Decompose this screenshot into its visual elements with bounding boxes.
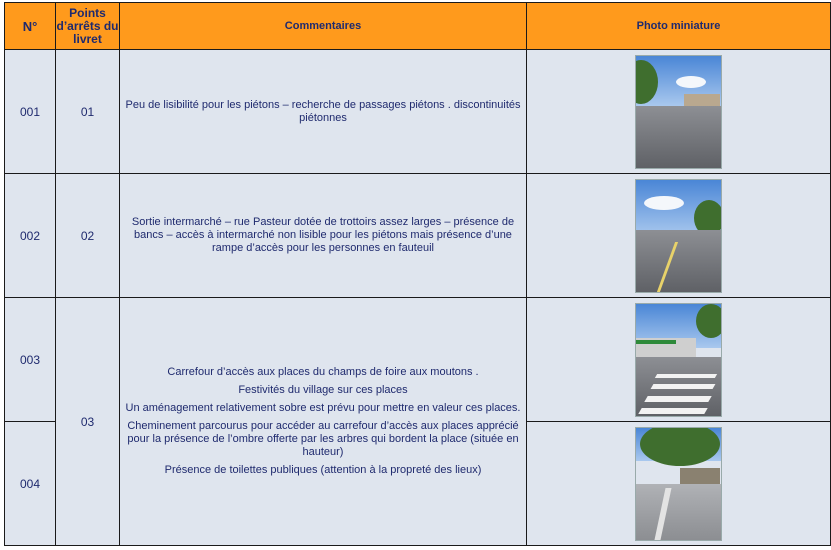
comment-cell <box>120 174 527 298</box>
row-number: 002 <box>5 174 56 298</box>
comment-text: Sortie intermarché – rue Pasteur dotée de trottoirs assez larges – présence de bancs – accès à intermarché non lisible pour les piétons mais présence d’une rampe d’accès pour les personnes en fauteuil <box>131 216 515 254</box>
table-row <box>5 298 831 422</box>
header-points: Points d’arrêts du livret <box>56 3 120 50</box>
comment-cell <box>120 50 527 174</box>
comment-cell <box>120 298 527 546</box>
row-number: 004 <box>5 422 56 546</box>
sidewalk-photo-icon[interactable] <box>635 427 722 541</box>
comment-text: Un aménagement relativement sobre est prévu pour mettre en valeur ces places. <box>125 402 521 414</box>
street-photo-icon[interactable] <box>635 55 722 169</box>
row-number: 003 <box>5 298 56 422</box>
photo-cell <box>527 50 831 174</box>
comment-text: Cheminement parcourus pour accéder au carrefour d’accès aux places apprécié pour la présence de l’ombre offerte par les arbres qui bordent la place (située en hauteur) <box>127 420 519 458</box>
survey-table <box>4 2 831 546</box>
comment-text: Présence de toilettes publiques (attention à la propreté des lieux) <box>164 464 482 476</box>
header-num: N° <box>5 3 56 50</box>
stop-point: 01 <box>56 50 120 174</box>
comment-text: Festivités du village sur ces places <box>238 384 408 396</box>
header-photo: Photo miniature <box>527 3 831 50</box>
photo-cell <box>527 298 831 422</box>
comment-text: Peu de lisibilité pour les piétons – recherche de passages piétons . discontinuités piétonnes <box>125 98 521 124</box>
street-photo-icon[interactable] <box>635 179 722 293</box>
crosswalk-photo-icon[interactable] <box>635 303 722 417</box>
row-number: 001 <box>5 50 56 174</box>
header-row <box>5 3 831 50</box>
photo-cell <box>527 422 831 546</box>
photo-cell <box>527 174 831 298</box>
header-comments: Commentaires <box>120 3 527 50</box>
table-row <box>5 50 831 174</box>
stop-point: 03 <box>56 298 120 546</box>
comment-text: Carrefour d’accès aux places du champs de foire aux moutons . <box>167 366 479 378</box>
stop-point: 02 <box>56 174 120 298</box>
table-row <box>5 174 831 298</box>
